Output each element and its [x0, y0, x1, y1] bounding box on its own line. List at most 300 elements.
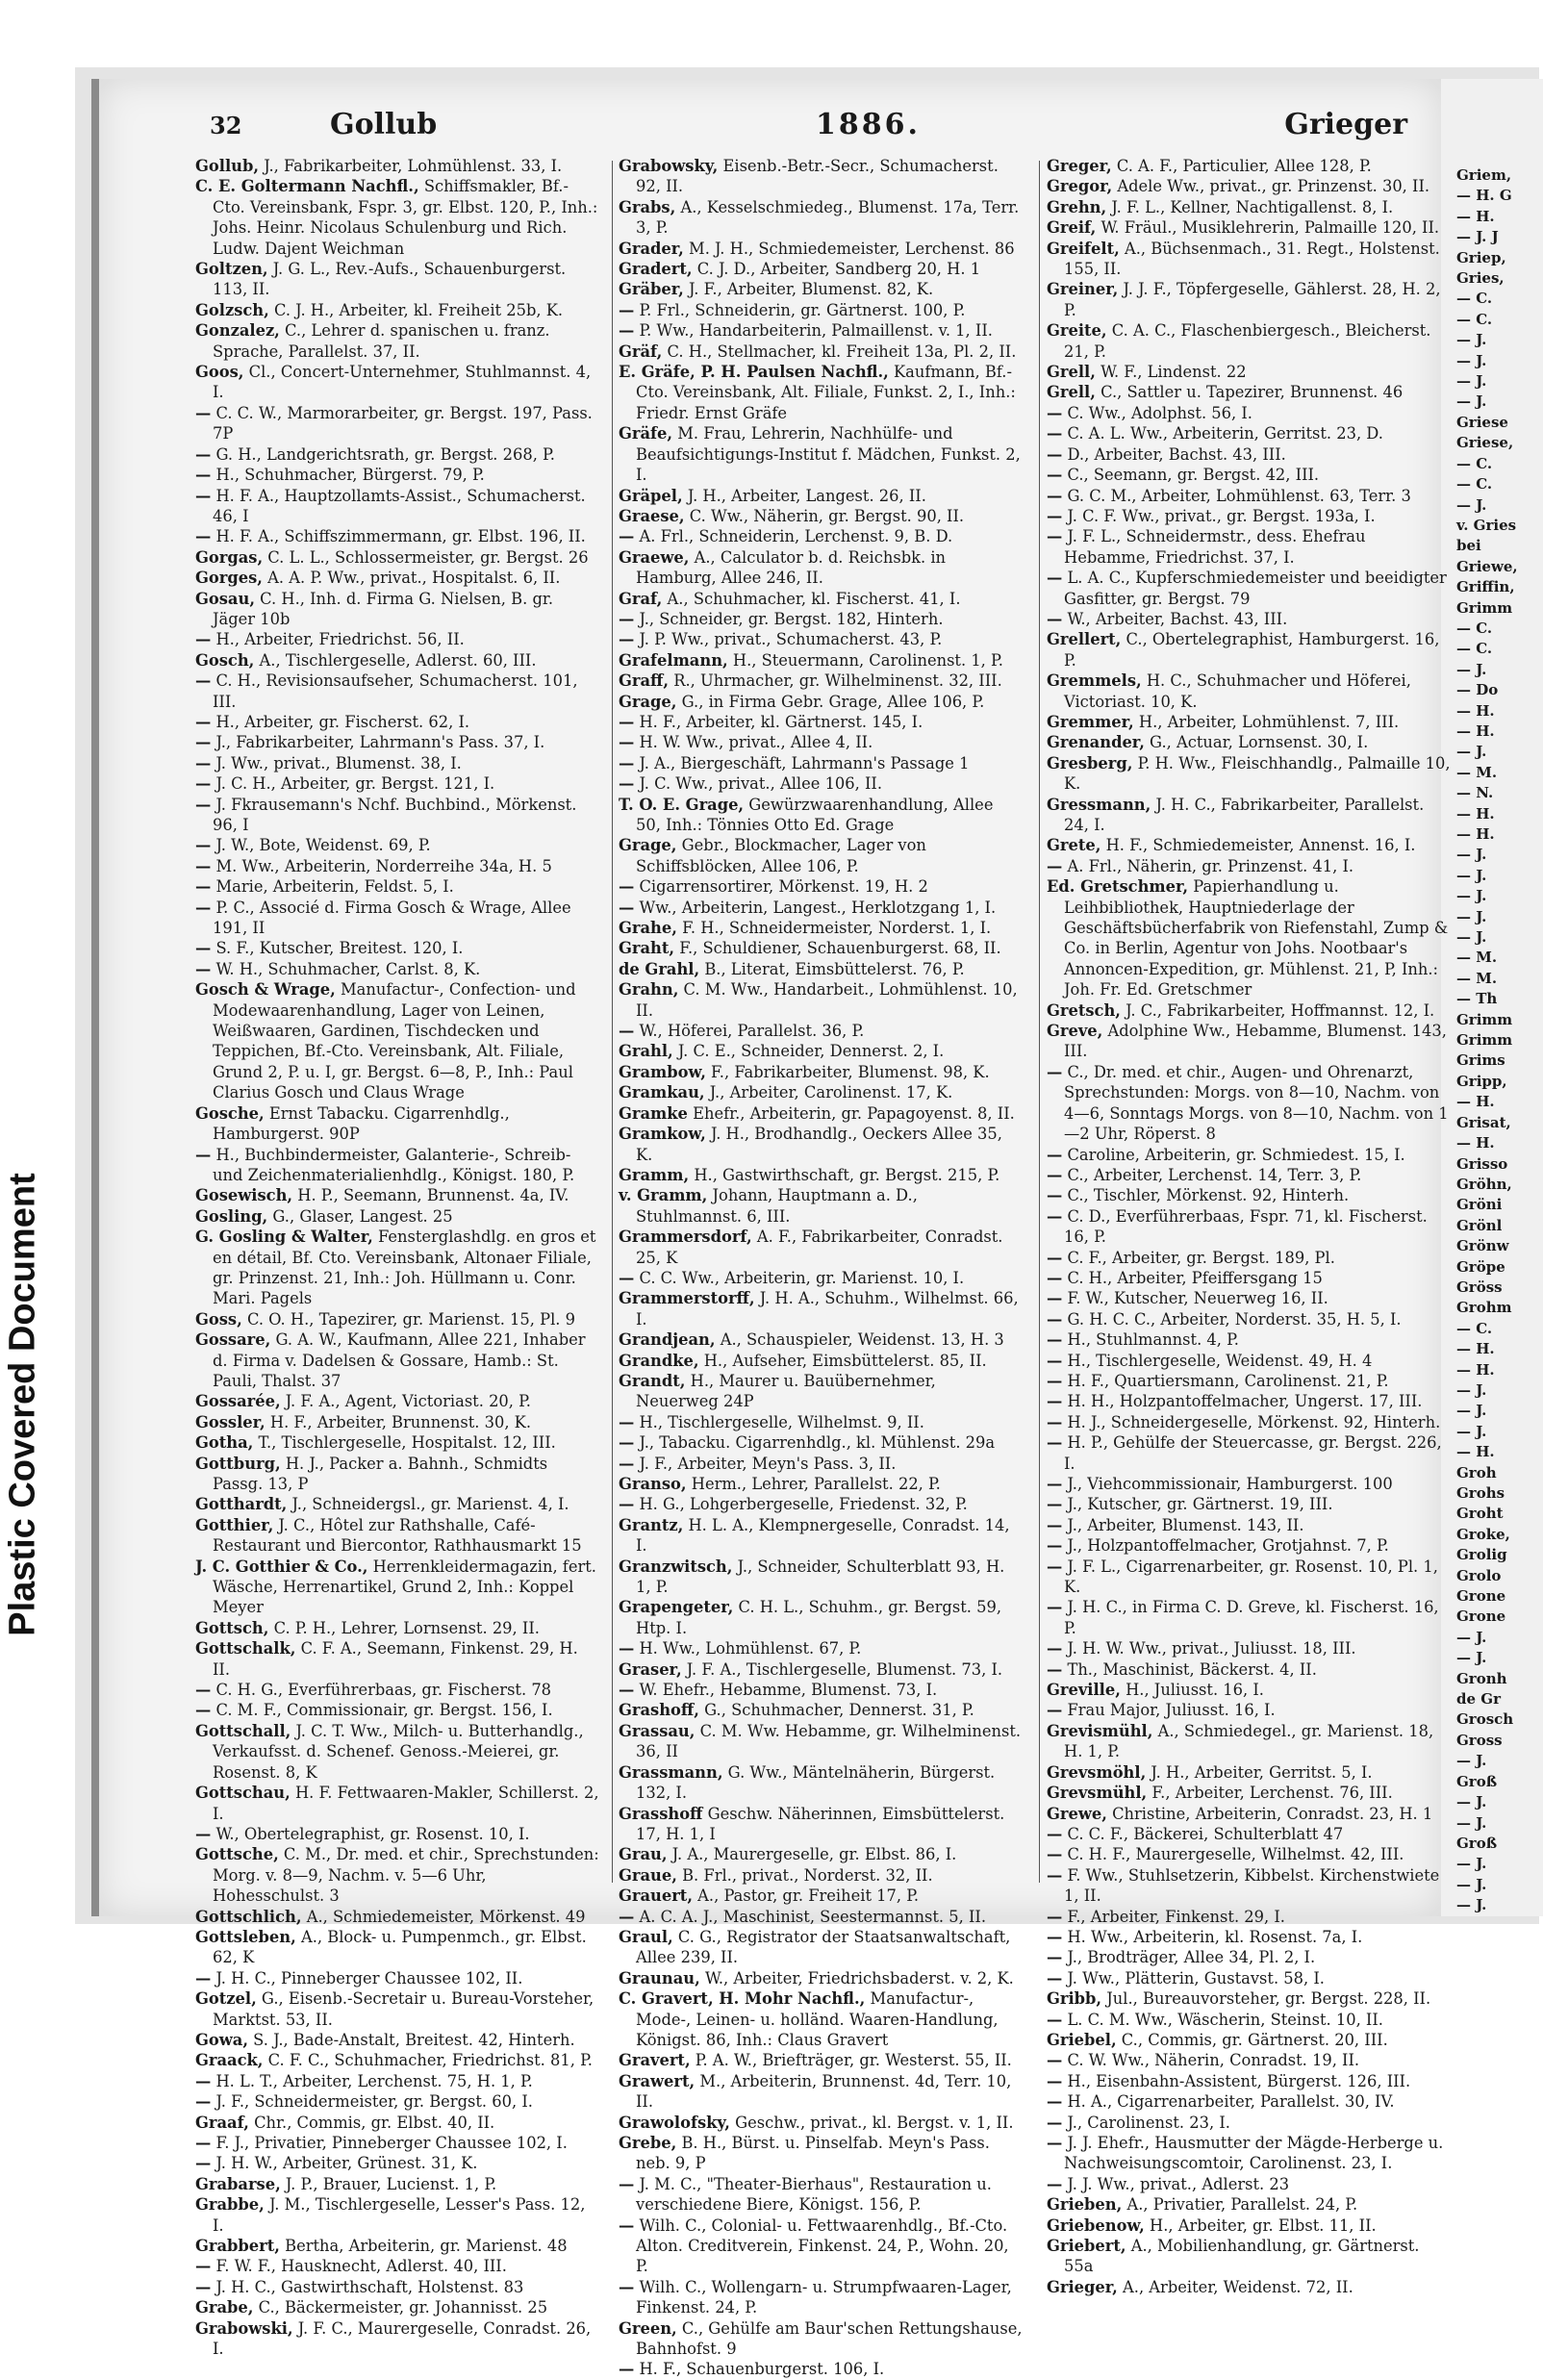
entry-details: H., Tischlergeselle, Wilhelmst. 9, II.: [634, 1412, 924, 1431]
entry-name: Gregor,: [1047, 177, 1113, 196]
entry-name: Grage,: [619, 836, 677, 855]
entry-name: —: [1047, 527, 1063, 546]
entry-name: —: [1047, 1371, 1063, 1390]
entry-name: C. Gravert, H. Mohr Nachfl.,: [619, 1989, 866, 2009]
entry-details: M., Arbeiterin, Brunnenst. 4d, Terr. 10, II.: [636, 2071, 1012, 2112]
entry-name: Gramkow,: [619, 1125, 706, 1144]
entry-name: —: [195, 712, 212, 731]
entry-name: Gräpel,: [619, 486, 683, 505]
entry-name: —: [195, 466, 212, 485]
cutoff-line: Groß: [1456, 1772, 1498, 1790]
entry-name: —: [195, 486, 212, 505]
directory-entry: [619, 1804, 1023, 1845]
directory-entry: [1047, 217, 1451, 238]
entry-details: H. J., Packer a. Bahnh., Schmidts Passg. 13, P: [213, 1454, 548, 1493]
directory-entry: [619, 1062, 1023, 1082]
year-heading: 1886.: [816, 108, 921, 141]
entry-name: —: [1047, 1536, 1063, 1556]
entry-name: —: [619, 2360, 635, 2379]
entry-details: W. Fräul., Musiklehrerin, Palmaille 120, II.: [1096, 218, 1440, 238]
entry-name: Gottschlich,: [195, 1907, 302, 1926]
directory-entry: [619, 1041, 1023, 1061]
entry-name: —: [195, 1145, 212, 1164]
entry-name: —: [1047, 1433, 1063, 1453]
entry-name: Grauert,: [619, 1886, 693, 1906]
cutoff-line: Grohs: [1456, 1484, 1505, 1502]
entry-name: —: [619, 321, 635, 341]
entry-details: A., Calculator b. d. Reichsbk. in Hamburg, Allee 246, II.: [636, 547, 947, 588]
directory-entry: [1047, 753, 1451, 795]
directory-entry: [619, 1103, 1023, 1124]
entry-name: Graewe,: [619, 547, 690, 567]
directory-entry: [619, 1659, 1023, 1680]
directory-entry: [195, 403, 599, 444]
entry-name: Grahn,: [619, 980, 679, 1000]
directory-entry: [1047, 506, 1451, 526]
entry-details: Christine, Arbeiterin, Conradst. 23, H. 1: [1106, 1804, 1433, 1823]
column-divider: [612, 161, 613, 1883]
directory-entry: [619, 2133, 1023, 2174]
directory-entry: [619, 1268, 1023, 1288]
entry-details: J., Schneidergsl., gr. Marienst. 4, I.: [287, 1495, 569, 1514]
entry-details: P. Ww., Handarbeiterin, Palmaillenst. v. 1, II.: [634, 321, 993, 341]
entry-name: —: [195, 795, 212, 814]
entry-details: H. F. A., Schiffszimmermann, gr. Elbst. 196, II.: [211, 527, 586, 546]
entry-name: Grieger,: [1047, 2277, 1118, 2296]
directory-entry: [1047, 1165, 1451, 1185]
directory-entry: [619, 1721, 1023, 1762]
entry-details: J., Fabrikarbeiter, Lahrmann's Pass. 37, I.: [211, 733, 545, 752]
entry-details: A., Schauspieler, Weidenst. 13, H. 3: [715, 1330, 1004, 1350]
directory-entry: [619, 1082, 1023, 1102]
directory-entry: [195, 2050, 599, 2070]
directory-entry: [1047, 1968, 1451, 1988]
entry-details: B. Frl., privat., Norderst. 32, II.: [676, 1865, 933, 1885]
entry-details: Wilh. C., Colonial- u. Fettwaarenhdlg., Bf.-Cto. Alton. Creditverein, Finkenst. 24, P., Wohn. 20, P.: [634, 2215, 1009, 2276]
cutoff-line: — J.: [1456, 907, 1487, 925]
entry-details: C., Commis, gr. Gärtnerst. 20, III.: [1116, 2030, 1388, 2049]
entry-name: —: [619, 2277, 635, 2296]
entry-name: Grassau,: [619, 1721, 696, 1740]
entry-name: —: [195, 774, 212, 794]
entry-details: G., Actuar, Lornsenst. 30, I.: [1144, 733, 1369, 752]
directory-entry: [619, 1227, 1023, 1268]
entry-details: Ernst Tabacku. Cigarrenhdlg., Hamburgerst. 90P: [213, 1103, 510, 1144]
entry-details: J., Schneider, gr. Bergst. 182, Hinterh.: [634, 609, 944, 628]
directory-entry: [195, 753, 599, 773]
directory-entry: [619, 2050, 1023, 2070]
cutoff-line: — H.: [1456, 1340, 1495, 1358]
entry-details: J. Fkrausemann's Nchf. Buchbind., Mörkenst. 96, I: [211, 795, 577, 834]
entry-details: J. H., Brodhandlg., Oeckers Allee 35, K.: [636, 1125, 1002, 1164]
cutoff-line: Griem,: [1456, 166, 1512, 184]
entry-details: H., Maurer u. Bauübernehmer, Neuerweg 24P: [636, 1371, 936, 1411]
cutoff-line: Grims: [1456, 1051, 1505, 1070]
directory-entry: [619, 506, 1023, 526]
entry-details: Frau Major, Juliusst. 16, I.: [1062, 1701, 1276, 1720]
entry-details: F. J., Privatier, Pinneberger Chaussee 102, I.: [211, 2134, 568, 2152]
entry-name: Greif,: [1047, 218, 1097, 238]
entry-name: —: [619, 712, 635, 731]
entry-details: Adele Ww., privat., gr. Prinzenst. 30, II.: [1112, 177, 1430, 196]
entry-details: J., Brodträger, Allee 34, Pl. 2, I.: [1062, 1948, 1316, 1967]
entry-name: —: [195, 527, 212, 546]
entry-details: G. H., Landgerichtsrath, gr. Bergst. 268, P.: [211, 444, 555, 464]
entry-details: B., Literat, Eimsbüttelerst. 76, P.: [699, 959, 965, 978]
entry-details: J. J. Ehefr., Hausmutter der Mägde-Herberge u. Nachweisungscomtoir, Carolinenst. 23, I.: [1062, 2134, 1444, 2173]
entry-name: Grader,: [619, 239, 684, 258]
directory-entry: [1047, 197, 1451, 217]
entry-details: H., Tischlergeselle, Weidenst. 49, H. 4: [1062, 1351, 1373, 1370]
cutoff-line: — J.: [1456, 495, 1487, 514]
cutoff-line: — H. G: [1456, 187, 1512, 205]
cutoff-line: — M.: [1456, 969, 1498, 987]
entry-name: —: [1047, 1186, 1063, 1205]
entry-details: J., Kutscher, gr. Gärtnerst. 19, III.: [1062, 1495, 1333, 1514]
entry-name: —: [195, 403, 212, 422]
directory-entry: [619, 342, 1023, 362]
directory-entry: [619, 526, 1023, 546]
entry-name: Gottburg,: [195, 1454, 281, 1473]
cutoff-line: Grolig: [1456, 1546, 1507, 1564]
entry-details: C., Sattler u. Tapezirer, Brunnenst. 46: [1095, 383, 1404, 402]
entry-name: Grevsmöhl,: [1047, 1762, 1147, 1782]
entry-name: —: [195, 2071, 212, 2090]
entry-name: —: [1047, 486, 1063, 505]
entry-name: —: [195, 1701, 212, 1720]
entry-name: Greve,: [1047, 1022, 1103, 1041]
entry-name: Gonzalez,: [195, 321, 280, 341]
entry-name: —: [1047, 569, 1063, 588]
directory-entry: [1047, 1351, 1451, 1371]
directory-entry: [619, 938, 1023, 958]
entry-name: —: [1047, 1907, 1063, 1926]
entry-name: Gottsleben,: [195, 1927, 296, 1946]
directory-entry: [195, 1185, 599, 1205]
directory-entry: [195, 1638, 599, 1680]
entry-name: Greite,: [1047, 321, 1107, 341]
entry-name: —: [1047, 1659, 1063, 1679]
entry-details: L. A. C., Kupferschmiedemeister und beeidigter Gasfitter, gr. Bergst. 79: [1062, 569, 1447, 608]
entry-name: —: [1047, 1392, 1063, 1411]
cutoff-line: — J. J: [1456, 228, 1499, 246]
directory-entry: [1047, 2133, 1451, 2174]
directory-entry: [1047, 1145, 1451, 1165]
entry-name: —: [619, 1454, 635, 1473]
entry-details: G. C. M., Arbeiter, Lohmühlenst. 63, Terr. 3: [1062, 486, 1411, 505]
entry-details: C. H., Inh. d. Firma G. Nielsen, B. gr. Jäger 10b: [213, 589, 554, 628]
column-1: [195, 156, 599, 2359]
cutoff-line: — J.: [1456, 331, 1487, 349]
directory-entry: [195, 1432, 599, 1453]
entry-details: Chr., Commis, gr. Elbst. 40, II.: [248, 2113, 495, 2132]
entry-details: G. Ww., Mäntelnäherin, Bürgerst. 132, I.: [636, 1762, 996, 1803]
entry-details: C., Gehülfe am Baur'schen Rettungshause, Bahnhofst. 9: [636, 2318, 1023, 2359]
entry-name: —: [1047, 1062, 1063, 1081]
directory-entry: [1047, 2215, 1451, 2236]
directory-entry: [619, 650, 1023, 671]
directory-entry: [195, 589, 599, 630]
entry-details: C. A. F., Particulier, Allee 128, P.: [1111, 157, 1372, 175]
entry-name: —: [195, 836, 212, 855]
entry-details: G. A. W., Kaufmann, Allee 221, Inhaber d. Firma v. Dadelsen & Gossare, Hamb.: St. Pauli, Thalst. 37: [213, 1330, 586, 1390]
entry-details: H. F., Arbeiter, Brunnenst. 30, K.: [265, 1412, 532, 1431]
cutoff-line: Grone: [1456, 1608, 1506, 1626]
entry-details: A. Frl., Schneiderin, Lerchenst. 9, B. D.: [634, 527, 953, 546]
entry-name: —: [1047, 403, 1063, 422]
cutoff-line: — J.: [1456, 372, 1487, 391]
entry-name: —: [195, 877, 212, 897]
entry-name: Grandjean,: [619, 1330, 716, 1350]
entry-details: H. Ww., Arbeiterin, kl. Rosenst. 7a, I.: [1062, 1927, 1363, 1946]
directory-entry: [1047, 2030, 1451, 2050]
entry-details: C. A. C., Flaschenbiergesch., Bleicherst. 21, P.: [1064, 321, 1431, 361]
entry-details: P. H. Ww., Fleischhandlg., Palmaille 10, K.: [1064, 753, 1451, 794]
entry-details: H. W. Ww., privat., Allee 4, II.: [634, 733, 873, 752]
cutoff-line: — J.: [1456, 1402, 1487, 1420]
directory-entry: [619, 423, 1023, 485]
facing-page-text: [1456, 165, 1533, 1916]
directory-entry: [619, 692, 1023, 712]
entry-name: J. C. Gotthier & Co.,: [195, 1557, 368, 1576]
entry-details: Adolphine Ww., Hebamme, Blumenst. 143, III.: [1064, 1022, 1447, 1061]
cutoff-line: Groht: [1456, 1505, 1504, 1523]
cutoff-line: Gripp,: [1456, 1072, 1507, 1090]
directory-entry: [619, 1844, 1023, 1864]
entry-name: Gremmels,: [1047, 671, 1142, 691]
entry-details: J. F. C., Maurergeselle, Conradst. 26, I.: [213, 2318, 592, 2359]
entry-details: F. Ww., Stuhlsetzerin, Kibbelst. Kirchenstwiete 1, II.: [1062, 1865, 1440, 1906]
directory-entry: [1047, 1206, 1451, 1248]
entry-name: Gorges,: [195, 569, 263, 588]
entry-name: Gradert,: [619, 260, 693, 279]
directory-entry: [619, 2113, 1023, 2133]
entry-details: J. J. Ww., privat., Adlerst. 23: [1062, 2174, 1290, 2193]
directory-entry: [619, 1371, 1023, 1412]
cutoff-line: Grohm: [1456, 1299, 1512, 1317]
entry-details: H. L. A., Klempnergeselle, Conradst. 14, I.: [636, 1515, 1010, 1556]
directory-entry: [619, 1124, 1023, 1165]
entry-name: —: [1047, 1475, 1063, 1493]
entry-name: —: [195, 1824, 212, 1843]
entry-details: C. F. C., Schuhmacher, Friedrichst. 81, P.: [263, 2051, 593, 2070]
entry-name: Goltzen,: [195, 260, 268, 279]
entry-name: Gotzel,: [195, 1989, 257, 2009]
directory-entry: [195, 959, 599, 979]
entry-details: Manufactur-, Mode-, Leinen- u. holländ. Waaren-Handlung, Königst. 86, Inh.: Claus Gravert: [636, 1989, 999, 2049]
entry-details: W., Höferei, Parallelst. 36, P.: [634, 1022, 865, 1041]
directory-entry: [619, 876, 1023, 897]
entry-name: Gräf,: [619, 342, 663, 361]
entry-name: —: [1047, 1515, 1063, 1534]
directory-entry: [195, 1329, 599, 1391]
directory-entry: [195, 1927, 599, 1968]
entry-name: —: [619, 2215, 635, 2235]
entry-details: C. C. W., Marmorarbeiter, gr. Bergst. 197, Pass. 7P: [211, 403, 593, 443]
directory-entry: [195, 2297, 599, 2317]
entry-details: H. J., Schneidergeselle, Mörkenst. 92, Hinterh.: [1062, 1412, 1441, 1431]
entry-details: H., Stuhlmannst. 4, P.: [1062, 1330, 1239, 1350]
entry-name: —: [1047, 506, 1063, 525]
entry-details: H., Gastwirthschaft, gr. Bergst. 215, P.: [689, 1165, 1000, 1184]
entry-name: Grevismühl,: [1047, 1721, 1153, 1740]
entry-details: C. F., Arbeiter, gr. Bergst. 189, Pl.: [1062, 1248, 1335, 1267]
directory-entry: [619, 1988, 1023, 2050]
entry-name: —: [1047, 2071, 1063, 2090]
entry-details: H., Arbeiter, gr. Elbst. 11, II.: [1144, 2215, 1377, 2235]
entry-name: —: [1047, 1845, 1063, 1864]
entry-name: Graf,: [619, 589, 663, 608]
directory-entry: [619, 753, 1023, 773]
entry-name: —: [1047, 1165, 1063, 1184]
directory-entry: [1047, 362, 1451, 382]
entry-details: W. Ehefr., Hebamme, Blumenst. 73, I.: [634, 1681, 938, 1700]
entry-details: Geschw. Näherinnen, Eimsbüttelerst. 17, H. 1, I: [636, 1804, 1005, 1843]
entry-details: J. F., Schneidermeister, gr. Bergst. 60, I.: [211, 2092, 533, 2112]
cutoff-line: Griese,: [1456, 434, 1514, 452]
directory-entry: [1047, 1535, 1451, 1556]
directory-entry: [619, 2277, 1023, 2318]
entry-details: C. J. H., Arbeiter, kl. Freiheit 25b, K.: [268, 300, 564, 319]
directory-entry: [1047, 876, 1451, 1000]
entry-name: Grenander,: [1047, 733, 1145, 752]
directory-entry: [1047, 1783, 1451, 1803]
directory-entry: [619, 2174, 1023, 2215]
entry-name: —: [1047, 2134, 1063, 2152]
directory-entry: [1047, 1309, 1451, 1329]
entry-details: Ehefr., Arbeiterin, gr. Papagoyenst. 8, II.: [687, 1103, 1015, 1123]
entry-details: Th., Maschinist, Bäckerst. 4, II.: [1062, 1659, 1317, 1679]
entry-name: Graul,: [619, 1927, 673, 1946]
directory-entry: [1047, 1638, 1451, 1658]
entry-name: —: [619, 877, 635, 897]
entry-name: Graff,: [619, 671, 670, 691]
side-caption: [4, 827, 42, 1982]
entry-name: —: [619, 753, 635, 772]
cutoff-line: — M.: [1456, 949, 1498, 967]
entry-details: J., Viehcommissionair, Hamburgerst. 100: [1062, 1475, 1393, 1493]
directory-entry: [195, 2071, 599, 2091]
entry-details: H. H., Holzpantoffelmacher, Ungerst. 17, III.: [1062, 1392, 1423, 1411]
entry-details: J. C. T. Ww., Milch- u. Butterhandlg., Verkaufsst. d. Schenef. Genoss.-Meierei, gr. Rosenst. 8, K: [213, 1721, 584, 1782]
directory-entry: [619, 1412, 1023, 1432]
entry-details: W., Obertelegraphist, gr. Rosenst. 10, I.: [211, 1824, 530, 1843]
directory-entry: [1047, 568, 1451, 609]
entry-name: Grapengeter,: [619, 1598, 734, 1617]
entry-name: —: [1047, 1145, 1063, 1164]
directory-entry: [619, 1597, 1023, 1638]
entry-name: —: [1047, 424, 1063, 443]
cutoff-line: Griffin,: [1456, 578, 1515, 596]
entry-details: J. C. F. Ww., privat., gr. Bergst. 193a, I.: [1062, 506, 1376, 525]
entry-name: Goos,: [195, 363, 244, 382]
entry-name: Golzsch,: [195, 300, 269, 319]
entry-name: —: [619, 1907, 635, 1926]
directory-entry: [1047, 1371, 1451, 1391]
cutoff-line: — J.: [1456, 1875, 1487, 1893]
directory-entry: [195, 2030, 599, 2050]
cutoff-line: Grimm: [1456, 598, 1513, 617]
directory-entry: [195, 2133, 599, 2153]
directory-entry: [195, 1227, 599, 1309]
entry-name: —: [619, 1433, 635, 1453]
entry-details: J. H., Arbeiter, Gerritst. 5, I.: [1146, 1762, 1373, 1782]
entry-name: Gotha,: [195, 1433, 254, 1453]
cutoff-line: — J.: [1456, 1793, 1487, 1811]
directory-entry: [1047, 1185, 1451, 1205]
entry-details: D., Arbeiter, Bachst. 43, III.: [1062, 444, 1286, 464]
cutoff-line: — H.: [1456, 722, 1495, 740]
cutoff-line: — C.: [1456, 640, 1493, 658]
directory-entry: [619, 1185, 1023, 1227]
entry-name: —: [195, 2092, 212, 2112]
entry-details: H., Buchbindermeister, Galanterie-, Schreib- und Zeichenmaterialienhdlg., Königst. 180, P.: [211, 1145, 575, 1184]
entry-details: J. H., Arbeiter, Langest. 26, II.: [682, 486, 926, 505]
cutoff-line: de Gr: [1456, 1690, 1501, 1709]
entry-details: H. Ww., Lohmühlenst. 67, P.: [634, 1639, 862, 1658]
directory-entry: [195, 2318, 599, 2360]
directory-entry: [619, 1432, 1023, 1453]
directory-entry: [619, 1968, 1023, 1988]
entry-details: Kaufmann, Bf.-Cto. Vereinsbank, Alt. Filiale, Funkst. 2, I., Inh.: Friedr. Ernst Gräfe: [636, 363, 1016, 422]
directory-entry: [1047, 1865, 1451, 1907]
entry-details: J. H. W. Ww., privat., Juliusst. 18, III.: [1062, 1639, 1356, 1658]
entry-details: C., Seemann, gr. Bergst. 42, III.: [1062, 466, 1320, 485]
cutoff-line: — C.: [1456, 1319, 1493, 1337]
entry-details: H. F. A., Hauptzollamts-Assist., Schumacherst. 46, I: [211, 486, 586, 525]
entry-details: Herm., Lehrer, Parallelst. 22, P.: [686, 1475, 941, 1493]
directory-entry: [619, 959, 1023, 979]
directory-entry: [619, 918, 1023, 938]
directory-entry: [619, 1886, 1023, 1906]
entry-details: H., Schuhmacher, Bürgerst. 79, P.: [211, 466, 485, 485]
entry-name: Graht,: [619, 939, 675, 958]
entry-details: Gebr., Blockmacher, Lager von Schiffsblöcken, Allee 106, P.: [636, 836, 926, 875]
directory-entry: [195, 156, 599, 176]
entry-name: Griebenow,: [1047, 2215, 1145, 2235]
cutoff-line: — C.: [1456, 310, 1493, 328]
entry-details: J. G. L., Rev.-Aufs., Schauenburgerst. 113, II.: [213, 260, 567, 299]
entry-name: Grellert,: [1047, 630, 1122, 649]
entry-details: C. A. L. Ww., Arbeiterin, Gerritst. 23, D.: [1062, 424, 1383, 443]
directory-entry: [1047, 320, 1451, 362]
entry-details: A., Tischlergeselle, Adlerst. 60, III.: [254, 650, 537, 670]
entry-name: Grahe,: [619, 919, 677, 938]
cutoff-line: — H.: [1456, 207, 1495, 225]
cutoff-line: — J.: [1456, 846, 1487, 864]
directory-entry: [195, 1309, 599, 1329]
entry-name: —: [619, 1268, 635, 1287]
entry-details: P. Frl., Schneiderin, gr. Gärtnerst. 100, P.: [634, 300, 966, 319]
entry-details: Caroline, Arbeiterin, gr. Schmiedest. 15, I.: [1062, 1145, 1405, 1164]
cutoff-line: — J.: [1456, 1422, 1487, 1440]
directory-entry: [619, 1021, 1023, 1041]
entry-details: C. Ww., Adolphst. 56, I.: [1062, 403, 1252, 422]
directory-entry: [195, 2256, 599, 2276]
directory-entry: [1047, 1659, 1451, 1680]
entry-details: J. C. H., Arbeiter, gr. Bergst. 121, I.: [211, 774, 495, 794]
directory-entry: [1047, 1329, 1451, 1350]
side-caption-text: Plastic Covered Document: [2, 1173, 43, 1636]
directory-entry: [619, 156, 1023, 197]
entry-name: Gossler,: [195, 1412, 266, 1431]
entry-name: Grevsmühl,: [1047, 1784, 1148, 1803]
entry-name: Grell,: [1047, 363, 1096, 382]
entry-name: Grawolofsky,: [619, 2113, 730, 2132]
entry-name: —: [195, 2154, 212, 2173]
entry-details: Cigarrensortirer, Mörkenst. 19, H. 2: [634, 877, 928, 897]
directory-entry: [195, 876, 599, 897]
